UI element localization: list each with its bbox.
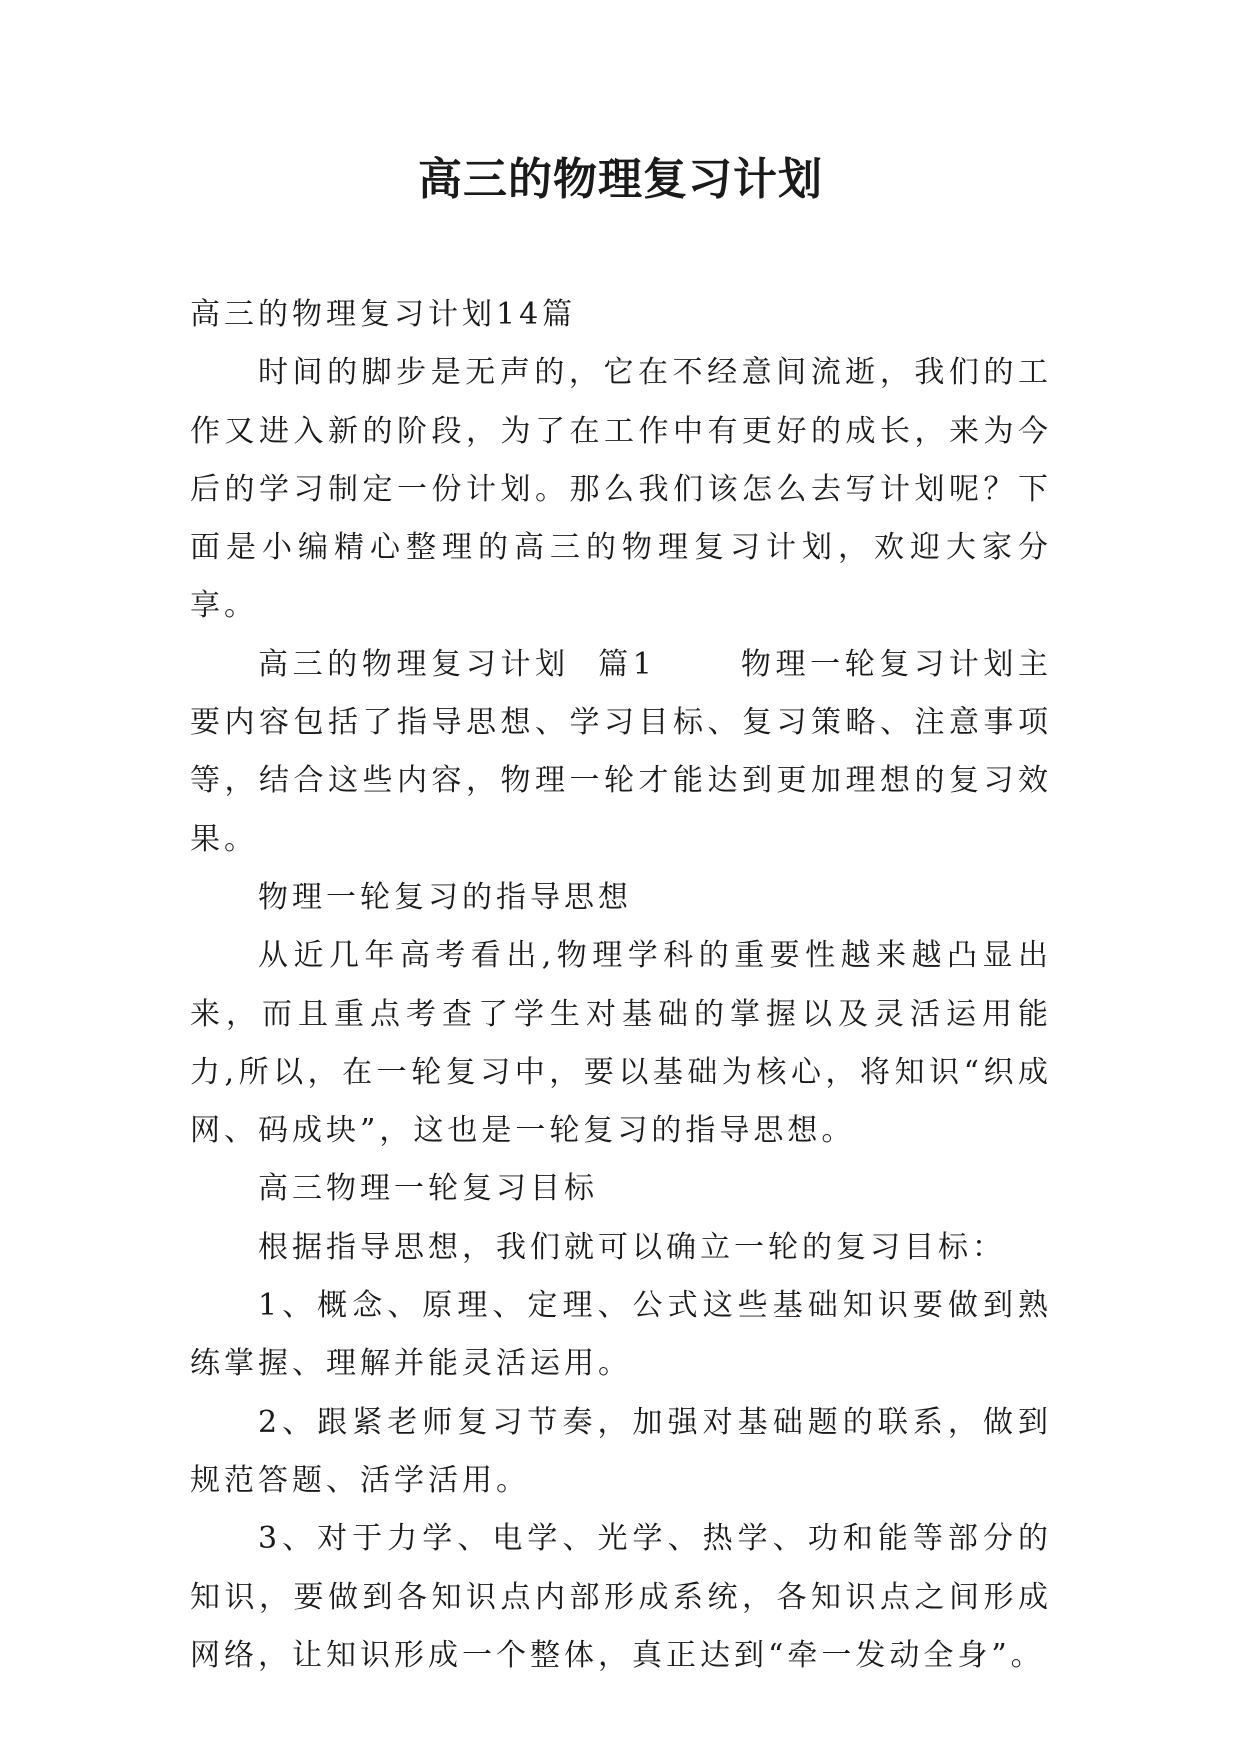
document-body [190,286,1052,1685]
paragraph: 根据指导思想，我们就可以确立一轮的复习目标： [258,1229,1006,1265]
section-heading: 物理一轮复习的指导思想 [258,879,632,915]
list-item: 3、对于力学、电学、光学、热学、功和能等部分的知识，要做到各知识点内部形成系统，各知识点之间形成网络，让知识形成一个整体，真正达到“牵一发动全身”。 [190,1521,1052,1673]
document-title: 高三的物理复习计划 [418,154,823,205]
paragraph: 高三的物理复习计划 篇1 物理一轮复习计划主要内容包括了指导思想、学习目标、复习策略、注意事项等，结合这些内容，物理一轮才能达到更加理想的复习效果。 [190,646,1052,857]
paragraph: 时间的脚步是无声的，它在不经意间流逝，我们的工作又进入新的阶段，为了在工作中有更好的成长，来为今后的学习制定一份计划。那么我们该怎么去写计划呢？下面是小编精心整理的高三的物理复习计划，欢迎大家分享。 [190,355,1052,624]
section-heading: 高三物理一轮复习目标 [258,1171,598,1207]
paragraph: 高三的物理复习计划14篇 [190,297,577,332]
list-item: 2、跟紧老师复习节奏，加强对基础题的联系，做到规范答题、活学活用。 [190,1404,1052,1498]
paragraph: 从近几年高考看出,物理学科的重要性越来越凸显出来，而且重点考查了学生对基础的掌握以及灵活运用能力,所以，在一轮复习中，要以基础为核心，将知识“织成网、码成块”，这也是一轮复习的指导思想。 [190,938,1052,1149]
list-item: 1、概念、原理、定理、公式这些基础知识要做到熟练掌握、理解并能灵活运用。 [190,1288,1052,1382]
